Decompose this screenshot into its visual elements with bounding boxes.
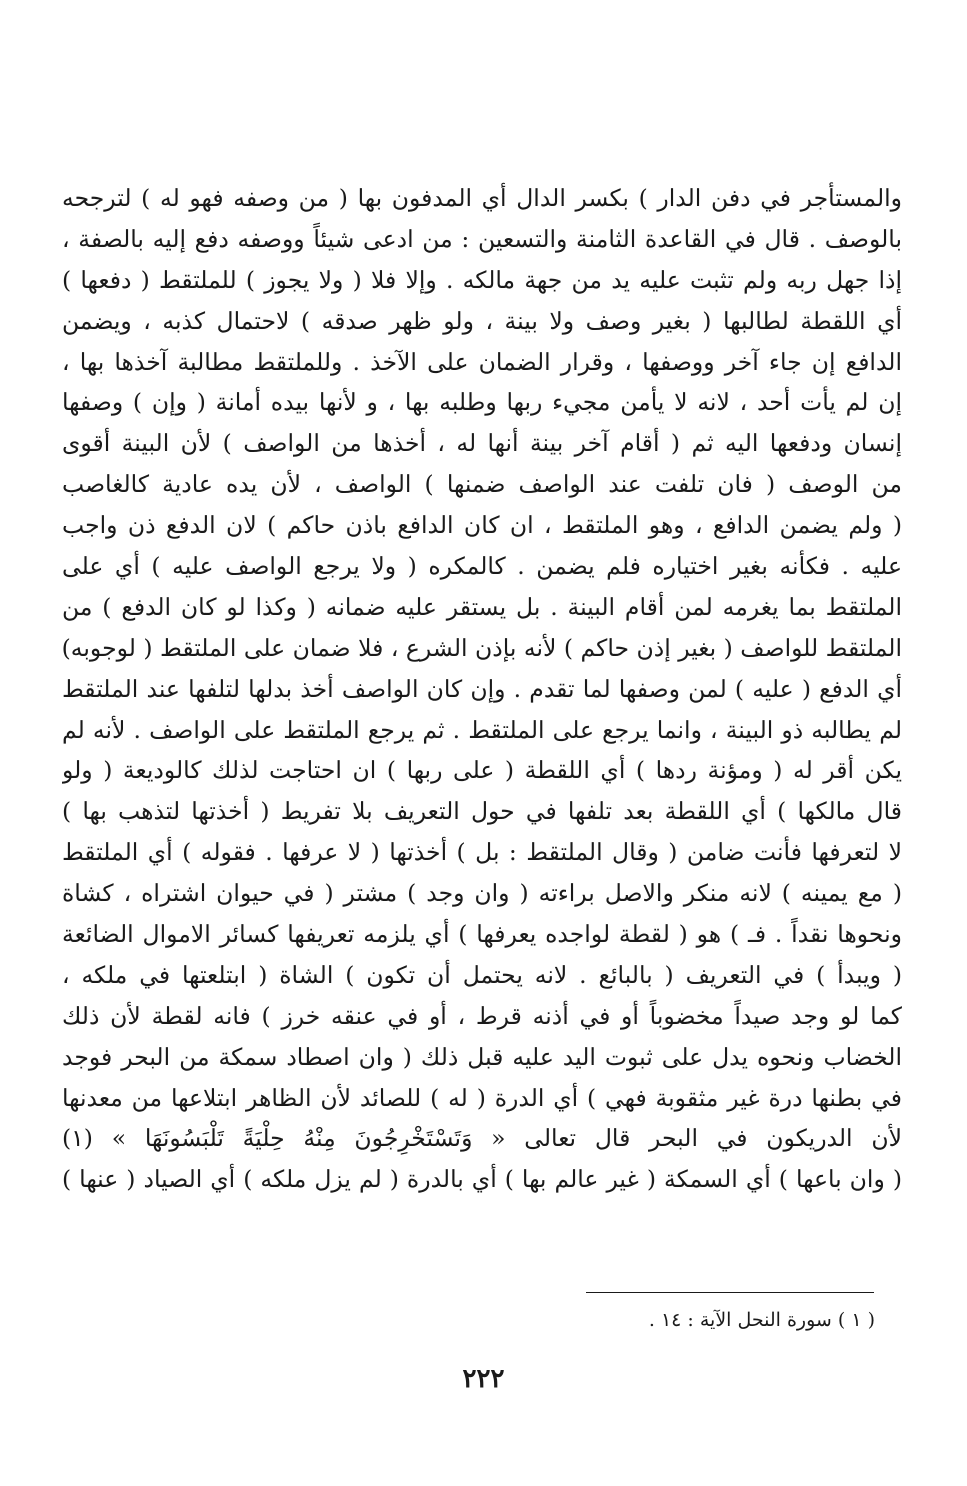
text-line: ( ولم يضمن الدافع ، وهو الملتقط ، ان كان الدافع باذن حاكم ) لان الدفع ذن واجب	[62, 511, 902, 540]
text-line: ( مع يمينه ) لانه منكر والاصل براءته ( وان وجد ) مشتر ( في حيوان اشتراه ، كشاة	[62, 879, 902, 908]
text-line: ونحوها نقداً . فـ ) هو ( لقطة لواجده يعرفها ) أي يلزمه تعريفها كسائر الاموال الضائعة	[62, 920, 902, 949]
text-line: ( وان باعها ) أي السمكة ( غير عالم بها ) أي بالدرة ( لم يزل ملكه ) أي الصياد ( عنها )	[62, 1165, 902, 1194]
text-line: لا لتعرفها فأنت ضامن ( وقال الملتقط : بل ) أخذتها ( لا عرفها . فقوله ) أي الملتقط	[62, 838, 902, 867]
footnote-divider	[586, 1292, 874, 1293]
text-line: كما لو وجد صيداً مخضوباً أو في أذنه قرط ، أو في عنقه خرز ) فانه لقطة لأن ذلك	[62, 1001, 902, 1030]
text-line: لم يطالبه ذو البينة ، وانما يرجع على الملتقط . ثم يرجع الملتقط على الواصف . لأنه لم	[62, 715, 902, 744]
text-line: والمستأجر في دفن الدار ) بكسر الدال أي المدفون بها ( من وصفه فهو له ) لترجحه	[62, 184, 902, 212]
text-line: عليه . فكأنه بغير اختياره فلم يضمن . كالمكره ( ولا يرجع الواصف عليه ) أي على	[62, 552, 902, 581]
text-line: لأن الدريكون في البحر قال تعالى « وَتَسْتَخْرِجُونَ مِنْهُ حِلْيَةً تَلْبَسُونَهَا » (١)	[62, 1124, 902, 1153]
text-line: من الوصف ( فان تلفت عند الواصف ضمنها ) الواصف ، لأن يده عادية كالغاصب	[62, 470, 902, 499]
text-line: أي اللقطة لطالبها ( بغير وصف ولا بينة ، ولو ظهر صدقه ) لاحتمال كذبه ، ويضمن	[62, 306, 902, 335]
text-line: في بطنها درة غير مثقوبة فهي ) أي الدرة ( له ) للصائد لأن الظاهر ابتلاعها من معدنها	[62, 1083, 902, 1112]
text-line: إن لم يأت أحد ، لانه لا يأمن مجيء ربها وطلبه بها ، و لأنها بيده أمانة ( وإن ) وصفها	[62, 388, 902, 417]
text-line: يكن أقر له ( ومؤنة ردها ) أي اللقطة ( على ربها ) ان احتاجت لذلك كالوديعة ( ولو	[62, 756, 902, 785]
text-line: إنسان ودفعها اليه ثم ( أقام آخر بينة أنها له ، أخذها من الواصف ) لأن البينة أقوى	[62, 429, 902, 458]
text-line: ( ويبدأ ) في التعريف ( بالبائع . لانه يحتمل أن تكون ) الشاة ( ابتلعتها في ملكه ،	[62, 960, 902, 989]
text-line: أي الدفع ( عليه ) لمن وصفها لما تقدم . وإن كان الواصف أخذ بدلها لتلفها عند الملتقط	[62, 674, 902, 703]
text-line: بالوصف . قال في القاعدة الثامنة والتسعين : من ادعى شيئاً ووصفه دفع إليه بالصفة ،	[62, 224, 902, 253]
text-line: إذا جهل ربه ولم تثبت عليه يد من جهة مالكه . وإلا فلا ( ولا يجوز ) للملتقط ( دفعها )	[62, 265, 902, 294]
footnote: ( ١ ) سورة النحل الآية : ١٤ .	[648, 1309, 875, 1331]
text-line: الملتقط بما يغرمه لمن أقام البينة . بل يستقر عليه ضمانه ( وكذا لو كان الدفع ) من	[62, 592, 902, 621]
page-number: ٢٢٢	[462, 1364, 505, 1394]
text-line: الملتقط للواصف ( بغير إذن حاكم ) لأنه بإذن الشرع ، فلا ضمان على الملتقط ( لوجوبه)	[62, 633, 902, 662]
text-line: الدافع إن جاء آخر ووصفها ، وقرار الضمان على الآخذ . وللملتقط مطالبة آخذها بها ،	[62, 347, 902, 376]
text-line: الخضاب ونحوه يدل على ثبوت اليد عليه قبل ذلك ( وان اصطاد سمكة من البحر فوجد	[62, 1042, 902, 1071]
text-line: قال مالكها ) أي اللقطة بعد تلفها في حول التعريف بلا تفريط ( أخذتها لتذهب بها )	[62, 797, 902, 826]
main-text-block	[62, 178, 902, 1200]
